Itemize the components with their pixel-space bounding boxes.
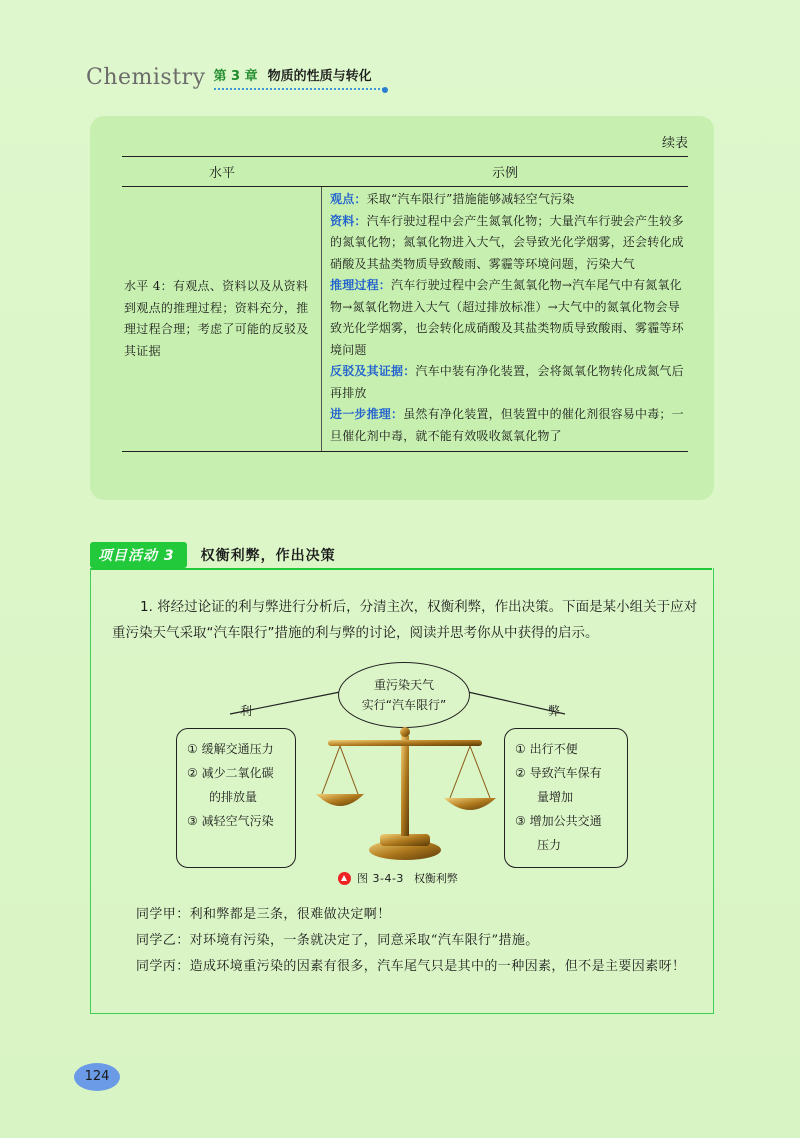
keyword-rebuttal: 反驳及其证据： (330, 364, 416, 378)
chapter-heading (214, 65, 372, 90)
con-item: ② 导致汽车保有 (515, 766, 602, 780)
table-header-row (122, 157, 688, 187)
header-dot (382, 87, 388, 93)
keyword-viewpoint: 观点： (330, 192, 367, 206)
example-further (330, 404, 688, 447)
chapter-number: 第 3 章 (213, 69, 258, 84)
pro-item: 的排放量 (209, 790, 258, 804)
topic-oval (338, 662, 470, 728)
pro-item: ① 缓解交通压力 (187, 742, 274, 756)
pro-item: ② 减少二氧化碳 (187, 766, 274, 780)
header-dotted-rule (214, 88, 384, 90)
page-number: 124 (74, 1063, 120, 1091)
keyword-reasoning: 推理过程： (330, 278, 392, 292)
example-reasoning (330, 275, 688, 361)
activity-title: 权衡利弊，作出决策 (200, 548, 336, 564)
con-label: 弊 (548, 704, 561, 718)
pro-item: ③ 减轻空气污染 (187, 814, 274, 828)
pro-label: 利 (240, 704, 253, 718)
activity-paragraph: 1. 将经过论证的利与弊进行分析后，分清主次，权衡利弊，作出决策。下面是某小组关于应对重污染天气采取“汽车限行”措施的利与弊的讨论，阅读并思考你从中获得的启示。 (112, 599, 698, 641)
pros-box (176, 728, 296, 868)
example-cell (322, 187, 688, 451)
topic-line-1: 重污染天气 (373, 678, 434, 692)
table-panel (90, 116, 714, 500)
comment-item: 同学乙：对环境有污染，一条就决定了，同意采取“汽车限行”措施。 (136, 933, 539, 948)
pros-cons-diagram (170, 652, 640, 888)
page-header (86, 60, 372, 90)
figure-caption (338, 870, 458, 886)
keyword-evidence: 资料： (330, 213, 367, 228)
activity-heading (90, 542, 336, 568)
header-level: 水平 (208, 166, 235, 181)
level-cell (122, 187, 322, 451)
activity-tag: 项目活动 3 (90, 542, 187, 568)
text-reasoning: 汽车行驶过程中会产生氮氧化物→汽车尾气中有氮氧化物→氮氧化物进入大气（超过排放标准）→大气中的氮氧化物会导致光化学烟雾，也会转化成硝酸及其盐类物质导致酸雨、雾霾等环境问题 (330, 278, 684, 357)
cons-box (504, 728, 628, 868)
comment-item: 同学丙：造成环境重污染的因素有很多，汽车尾气只是其中的一种因素，但不是主要因素呀！ (136, 959, 686, 974)
balance-scale-icon (310, 722, 500, 862)
example-viewpoint (330, 189, 688, 211)
figure-title: 权衡利弊 (413, 872, 458, 885)
con-item: 量增加 (537, 790, 574, 804)
chapter-title: 物质的性质与转化 (267, 69, 372, 84)
header-example: 示例 (491, 166, 518, 181)
table-continued-label: 续表 (661, 136, 688, 151)
con-item: ③ 增加公共交通 (515, 814, 602, 828)
figure-number: 图 3-4-3 (357, 872, 404, 885)
topic-line-2: 实行“汽车限行” (361, 698, 447, 712)
table-row (122, 187, 688, 451)
example-rebuttal (330, 361, 688, 404)
figure-marker-icon (338, 872, 351, 885)
con-item: ① 出行不便 (515, 742, 578, 756)
level-description: 水平 4：有观点、资料以及从资料到观点的推理过程；资料充分，推理过程合理；考虑了可能的反驳及其证据 (124, 279, 309, 358)
student-comments (112, 902, 698, 980)
example-evidence (330, 211, 688, 276)
text-rebuttal: 汽车中装有净化装置，会将氮氧化物转化成氮气后再排放 (330, 364, 684, 400)
text-further: 虽然有净化装置，但装置中的催化剂很容易中毒；一旦催化剂中毒，就不能有效吸收氮氧化物了 (330, 407, 684, 443)
text-viewpoint: 采取“汽车限行”措施能够减轻空气污染 (366, 192, 575, 206)
con-item: 压力 (537, 838, 562, 852)
evaluation-table (122, 156, 688, 452)
subject-title: Chemistry (86, 65, 206, 90)
comment-item: 同学甲：利和弊都是三条，很难做决定啊！ (136, 907, 391, 922)
text-evidence: 汽车行驶过程中会产生氮氧化物；大量汽车行驶会产生较多的氮氧化物；氮氧化物进入大气，会导致光化学烟雾，还会转化成硝酸及其盐类物质导致酸雨、雾霾等环境问题，污染大气 (330, 213, 684, 271)
keyword-further: 进一步推理： (330, 407, 404, 421)
